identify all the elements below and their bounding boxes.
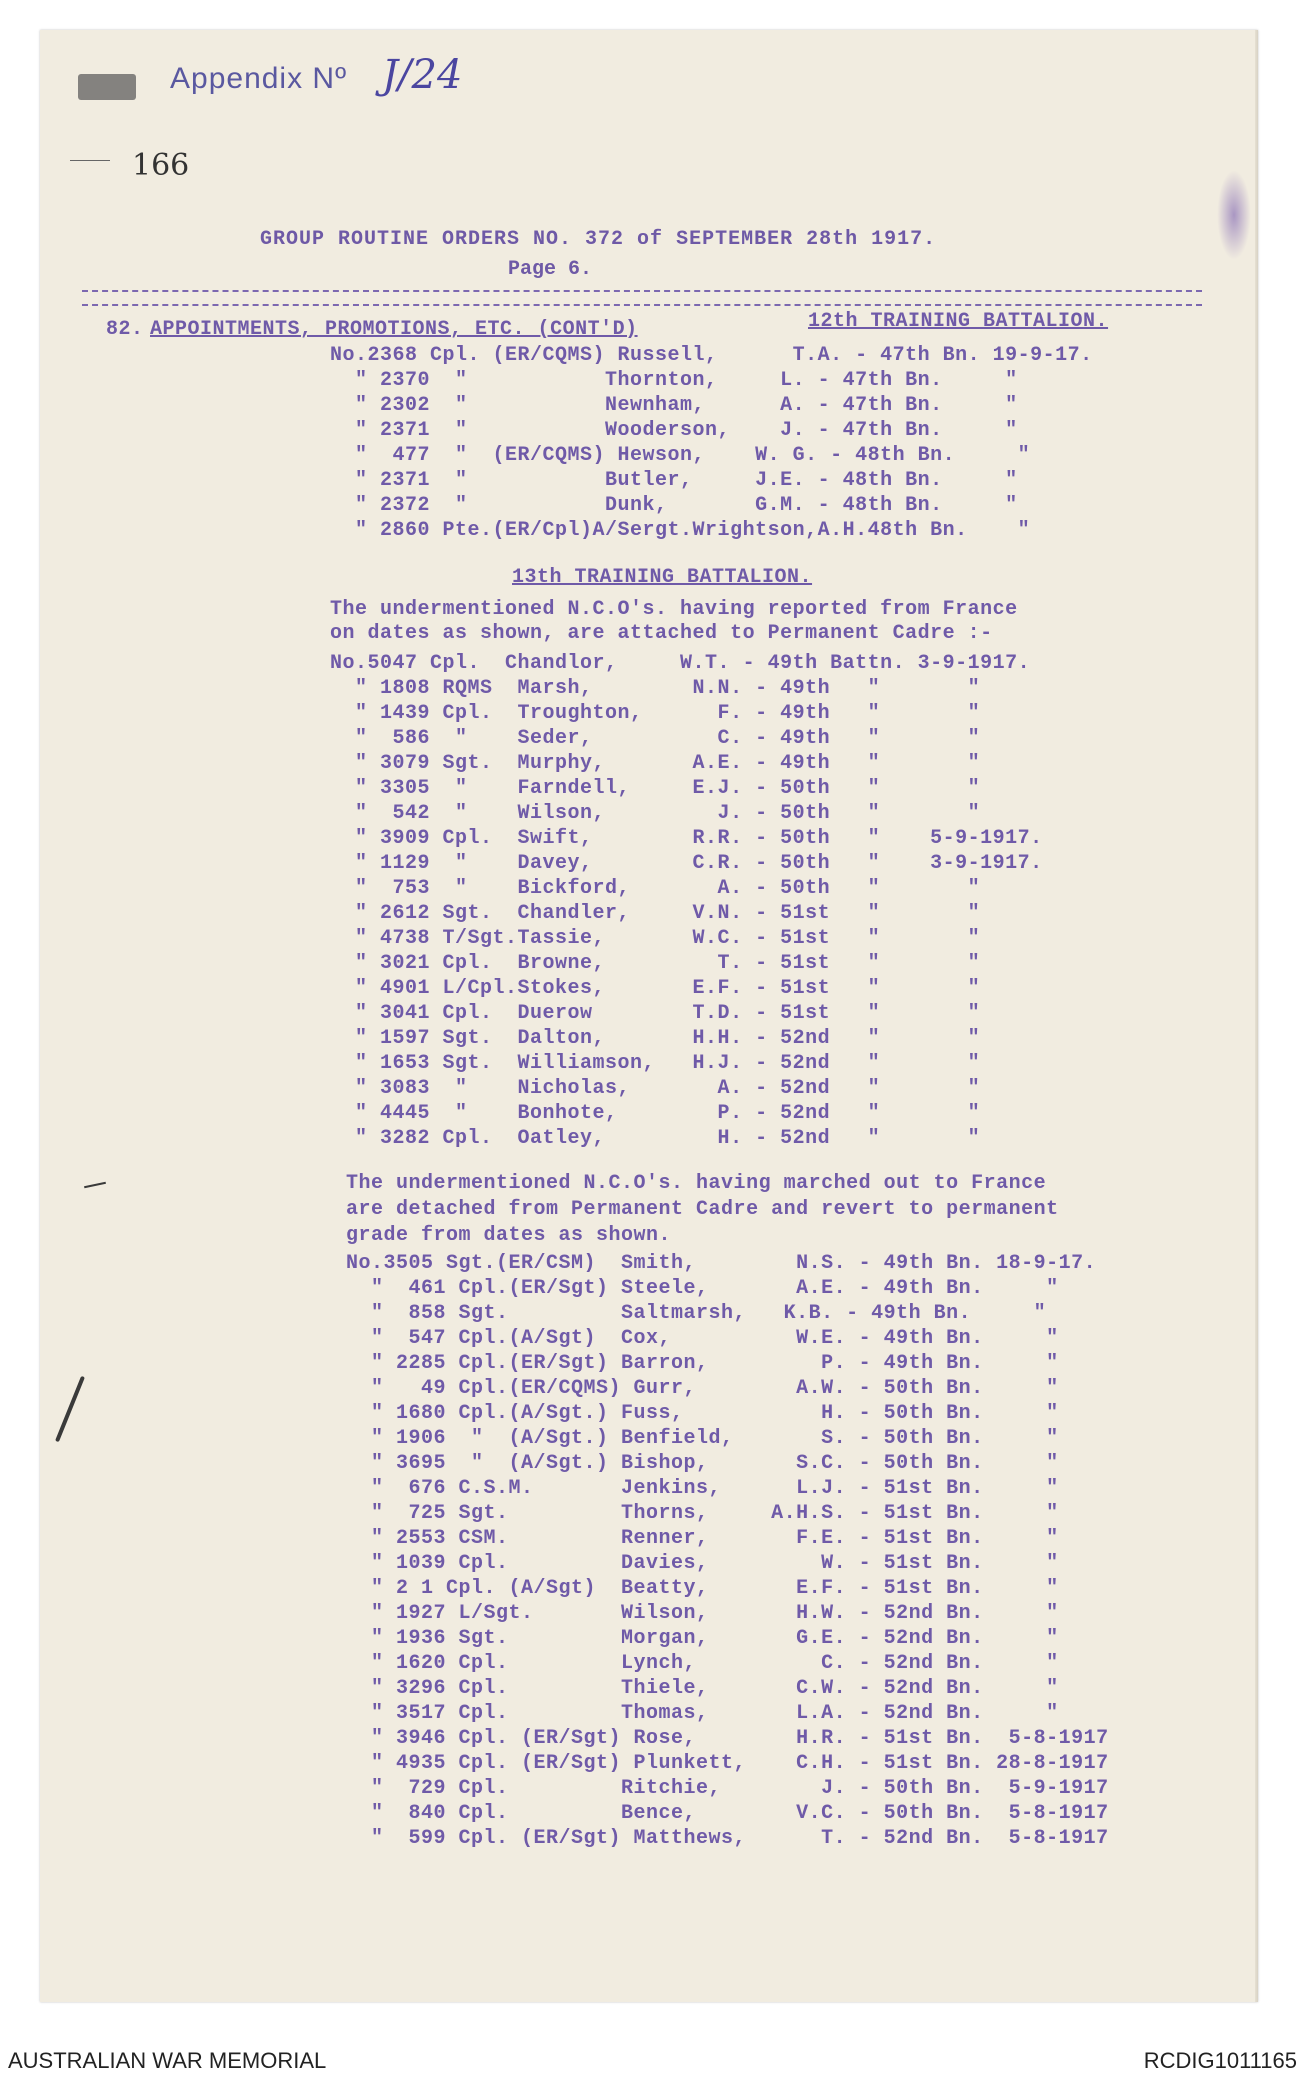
paragraph-reported-line-1: The undermentioned N.C.O's. having reported from France (330, 598, 1018, 621)
cadre-detached-row: No.3505 Sgt.(ER/CSM) Smith, N.S. - 49th Bn. 18-9-17. (346, 1252, 1097, 1275)
cadre-detached-row: " 1927 L/Sgt. Wilson, H.W. - 52nd Bn. " (346, 1602, 1059, 1625)
cadre-attached-row: " 4445 " Bonhote, P. - 52nd " " (330, 1102, 981, 1125)
cadre-attached-row: " 4738 T/Sgt.Tassie, W.C. - 51st " " (330, 927, 981, 950)
cadre-attached-row: " 3305 " Farndell, E.J. - 50th " " (330, 777, 981, 800)
cadre-detached-row: " 599 Cpl. (ER/Sgt) Matthews, T. - 52nd Bn. 5-8-1917 (346, 1827, 1109, 1850)
cadre-detached-row: " 3517 Cpl. Thomas, L.A. - 52nd Bn. " (346, 1702, 1059, 1725)
cadre-detached-row: " 4935 Cpl. (ER/Sgt) Plunkett, C.H. - 51st Bn. 28-8-1917 (346, 1752, 1109, 1775)
cadre-attached-row: " 3909 Cpl. Swift, R.R. - 50th " 5-9-1917. (330, 827, 1043, 850)
cadre-detached-row: " 1620 Cpl. Lynch, C. - 52nd Bn. " (346, 1652, 1059, 1675)
order-row: " 2302 " Newnham, A. - 47th Bn. " (330, 394, 1018, 417)
cadre-attached-row: No.5047 Cpl. Chandlor, W.T. - 49th Battn. 3-9-1917. (330, 652, 1031, 675)
cadre-detached-row: " 547 Cpl.(A/Sgt) Cox, W.E. - 49th Bn. " (346, 1327, 1059, 1350)
cadre-attached-row: " 1439 Cpl. Troughton, F. - 49th " " (330, 702, 981, 725)
folio-dash (70, 160, 110, 161)
cadre-detached-row: " 676 C.S.M. Jenkins, L.J. - 51st Bn. " (346, 1477, 1059, 1500)
paragraph-detached-line-1: The undermentioned N.C.O's. having marched out to France (346, 1172, 1047, 1195)
order-row: No.2368 Cpl. (ER/CQMS) Russell, T.A. - 47th Bn. 19-9-17. (330, 344, 1093, 367)
cadre-detached-row: " 1680 Cpl.(A/Sgt.) Fuss, H. - 50th Bn. " (346, 1402, 1059, 1425)
cadre-attached-row: " 3083 " Nicholas, A. - 52nd " " (330, 1077, 981, 1100)
cadre-detached-row: " 461 Cpl.(ER/Sgt) Steele, A.E. - 49th Bn. " (346, 1277, 1059, 1300)
cadre-attached-row: " 3282 Cpl. Oatley, H. - 52nd " " (330, 1127, 981, 1150)
cadre-detached-row: " 1936 Sgt. Morgan, G.E. - 52nd Bn. " (346, 1627, 1059, 1650)
cadre-detached-row: " 1906 " (A/Sgt.) Benfield, S. - 50th Bn. " (346, 1427, 1059, 1450)
appendix-number: J/24 (382, 52, 463, 98)
cadre-attached-row: " 3079 Sgt. Murphy, A.E. - 49th " " (330, 752, 981, 775)
cadre-detached-row: " 858 Sgt. Saltmarsh, K.B. - 49th Bn. " (346, 1302, 1047, 1325)
order-row: " 2372 " Dunk, G.M. - 48th Bn. " (330, 494, 1018, 517)
unit-12-heading: 12th TRAINING BATTALION. (808, 310, 1109, 333)
cadre-attached-row: " 3041 Cpl. Duerow T.D. - 51st " " (330, 1002, 981, 1025)
cadre-detached-row: " 3296 Cpl. Thiele, C.W. - 52nd Bn. " (346, 1677, 1059, 1700)
folio-number: 166 (132, 148, 190, 183)
section-title: APPOINTMENTS, PROMOTIONS, ETC. (CONT'D) (150, 318, 638, 341)
page-title: GROUP ROUTINE ORDERS NO. 372 of SEPTEMBER 28th 1917. (260, 228, 937, 251)
cadre-attached-row: " 4901 L/Cpl.Stokes, E.F. - 51st " " (330, 977, 981, 1000)
paragraph-detached-line-3: grade from dates as shown. (346, 1224, 672, 1247)
divider-top (82, 290, 1202, 292)
section-number: 82. (106, 318, 144, 341)
cadre-attached-row: " 1808 RQMS Marsh, N.N. - 49th " " (330, 677, 981, 700)
cadre-detached-row: " 2553 CSM. Renner, F.E. - 51st Bn. " (346, 1527, 1059, 1550)
cadre-attached-row: " 1653 Sgt. Williamson, H.J. - 52nd " " (330, 1052, 981, 1075)
cadre-detached-row: " 725 Sgt. Thorns, A.H.S. - 51st Bn. " (346, 1502, 1059, 1525)
footer-institution: AUSTRALIAN WAR MEMORIAL (8, 2048, 327, 2073)
unit-13-heading: 13th TRAINING BATTALION. (512, 566, 813, 589)
cadre-attached-row: " 3021 Cpl. Browne, T. - 51st " " (330, 952, 981, 975)
order-row: " 477 " (ER/CQMS) Hewson, W. G. - 48th Bn. " (330, 444, 1031, 467)
cadre-detached-row: " 3695 " (A/Sgt.) Bishop, S.C. - 50th Bn. " (346, 1452, 1059, 1475)
cadre-detached-row: " 49 Cpl.(ER/CQMS) Gurr, A.W. - 50th Bn. " (346, 1377, 1059, 1400)
stamp-mark (78, 74, 136, 100)
ink-stain (1217, 170, 1251, 260)
appendix-label: Appendix Nº (170, 62, 348, 95)
divider-bottom (82, 304, 1202, 306)
cadre-detached-row: " 2285 Cpl.(ER/Sgt) Barron, P. - 49th Bn. " (346, 1352, 1059, 1375)
cadre-attached-row: " 1129 " Davey, C.R. - 50th " 3-9-1917. (330, 852, 1043, 875)
paragraph-detached-line-2: are detached from Permanent Cadre and revert to permanent (346, 1198, 1059, 1221)
cadre-attached-row: " 586 " Seder, C. - 49th " " (330, 727, 981, 750)
cadre-attached-row: " 1597 Sgt. Dalton, H.H. - 52nd " " (330, 1027, 981, 1050)
cadre-attached-row: " 753 " Bickford, A. - 50th " " (330, 877, 981, 900)
cadre-detached-row: " 1039 Cpl. Davies, W. - 51st Bn. " (346, 1552, 1059, 1575)
order-row: " 2860 Pte.(ER/Cpl)A/Sergt.Wrightson,A.H.48th Bn. " (330, 519, 1031, 542)
cadre-detached-row: " 2 1 Cpl. (A/Sgt) Beatty, E.F. - 51st Bn. " (346, 1577, 1059, 1600)
cadre-attached-row: " 542 " Wilson, J. - 50th " " (330, 802, 981, 825)
order-row: " 2370 " Thornton, L. - 47th Bn. " (330, 369, 1018, 392)
paragraph-reported-line-2: on dates as shown, are attached to Permanent Cadre :- (330, 622, 993, 645)
cadre-attached-row: " 2612 Sgt. Chandler, V.N. - 51st " " (330, 902, 981, 925)
cadre-detached-row: " 729 Cpl. Ritchie, J. - 50th Bn. 5-9-1917 (346, 1777, 1109, 1800)
page-number: Page 6. (508, 258, 593, 281)
order-row: " 2371 " Butler, J.E. - 48th Bn. " (330, 469, 1018, 492)
footer-record-id: RCDIG1011165 (1143, 2048, 1297, 2073)
order-row: " 2371 " Wooderson, J. - 47th Bn. " (330, 419, 1018, 442)
cadre-detached-row: " 3946 Cpl. (ER/Sgt) Rose, H.R. - 51st Bn. 5-8-1917 (346, 1727, 1109, 1750)
cadre-detached-row: " 840 Cpl. Bence, V.C. - 50th Bn. 5-8-1917 (346, 1802, 1109, 1825)
